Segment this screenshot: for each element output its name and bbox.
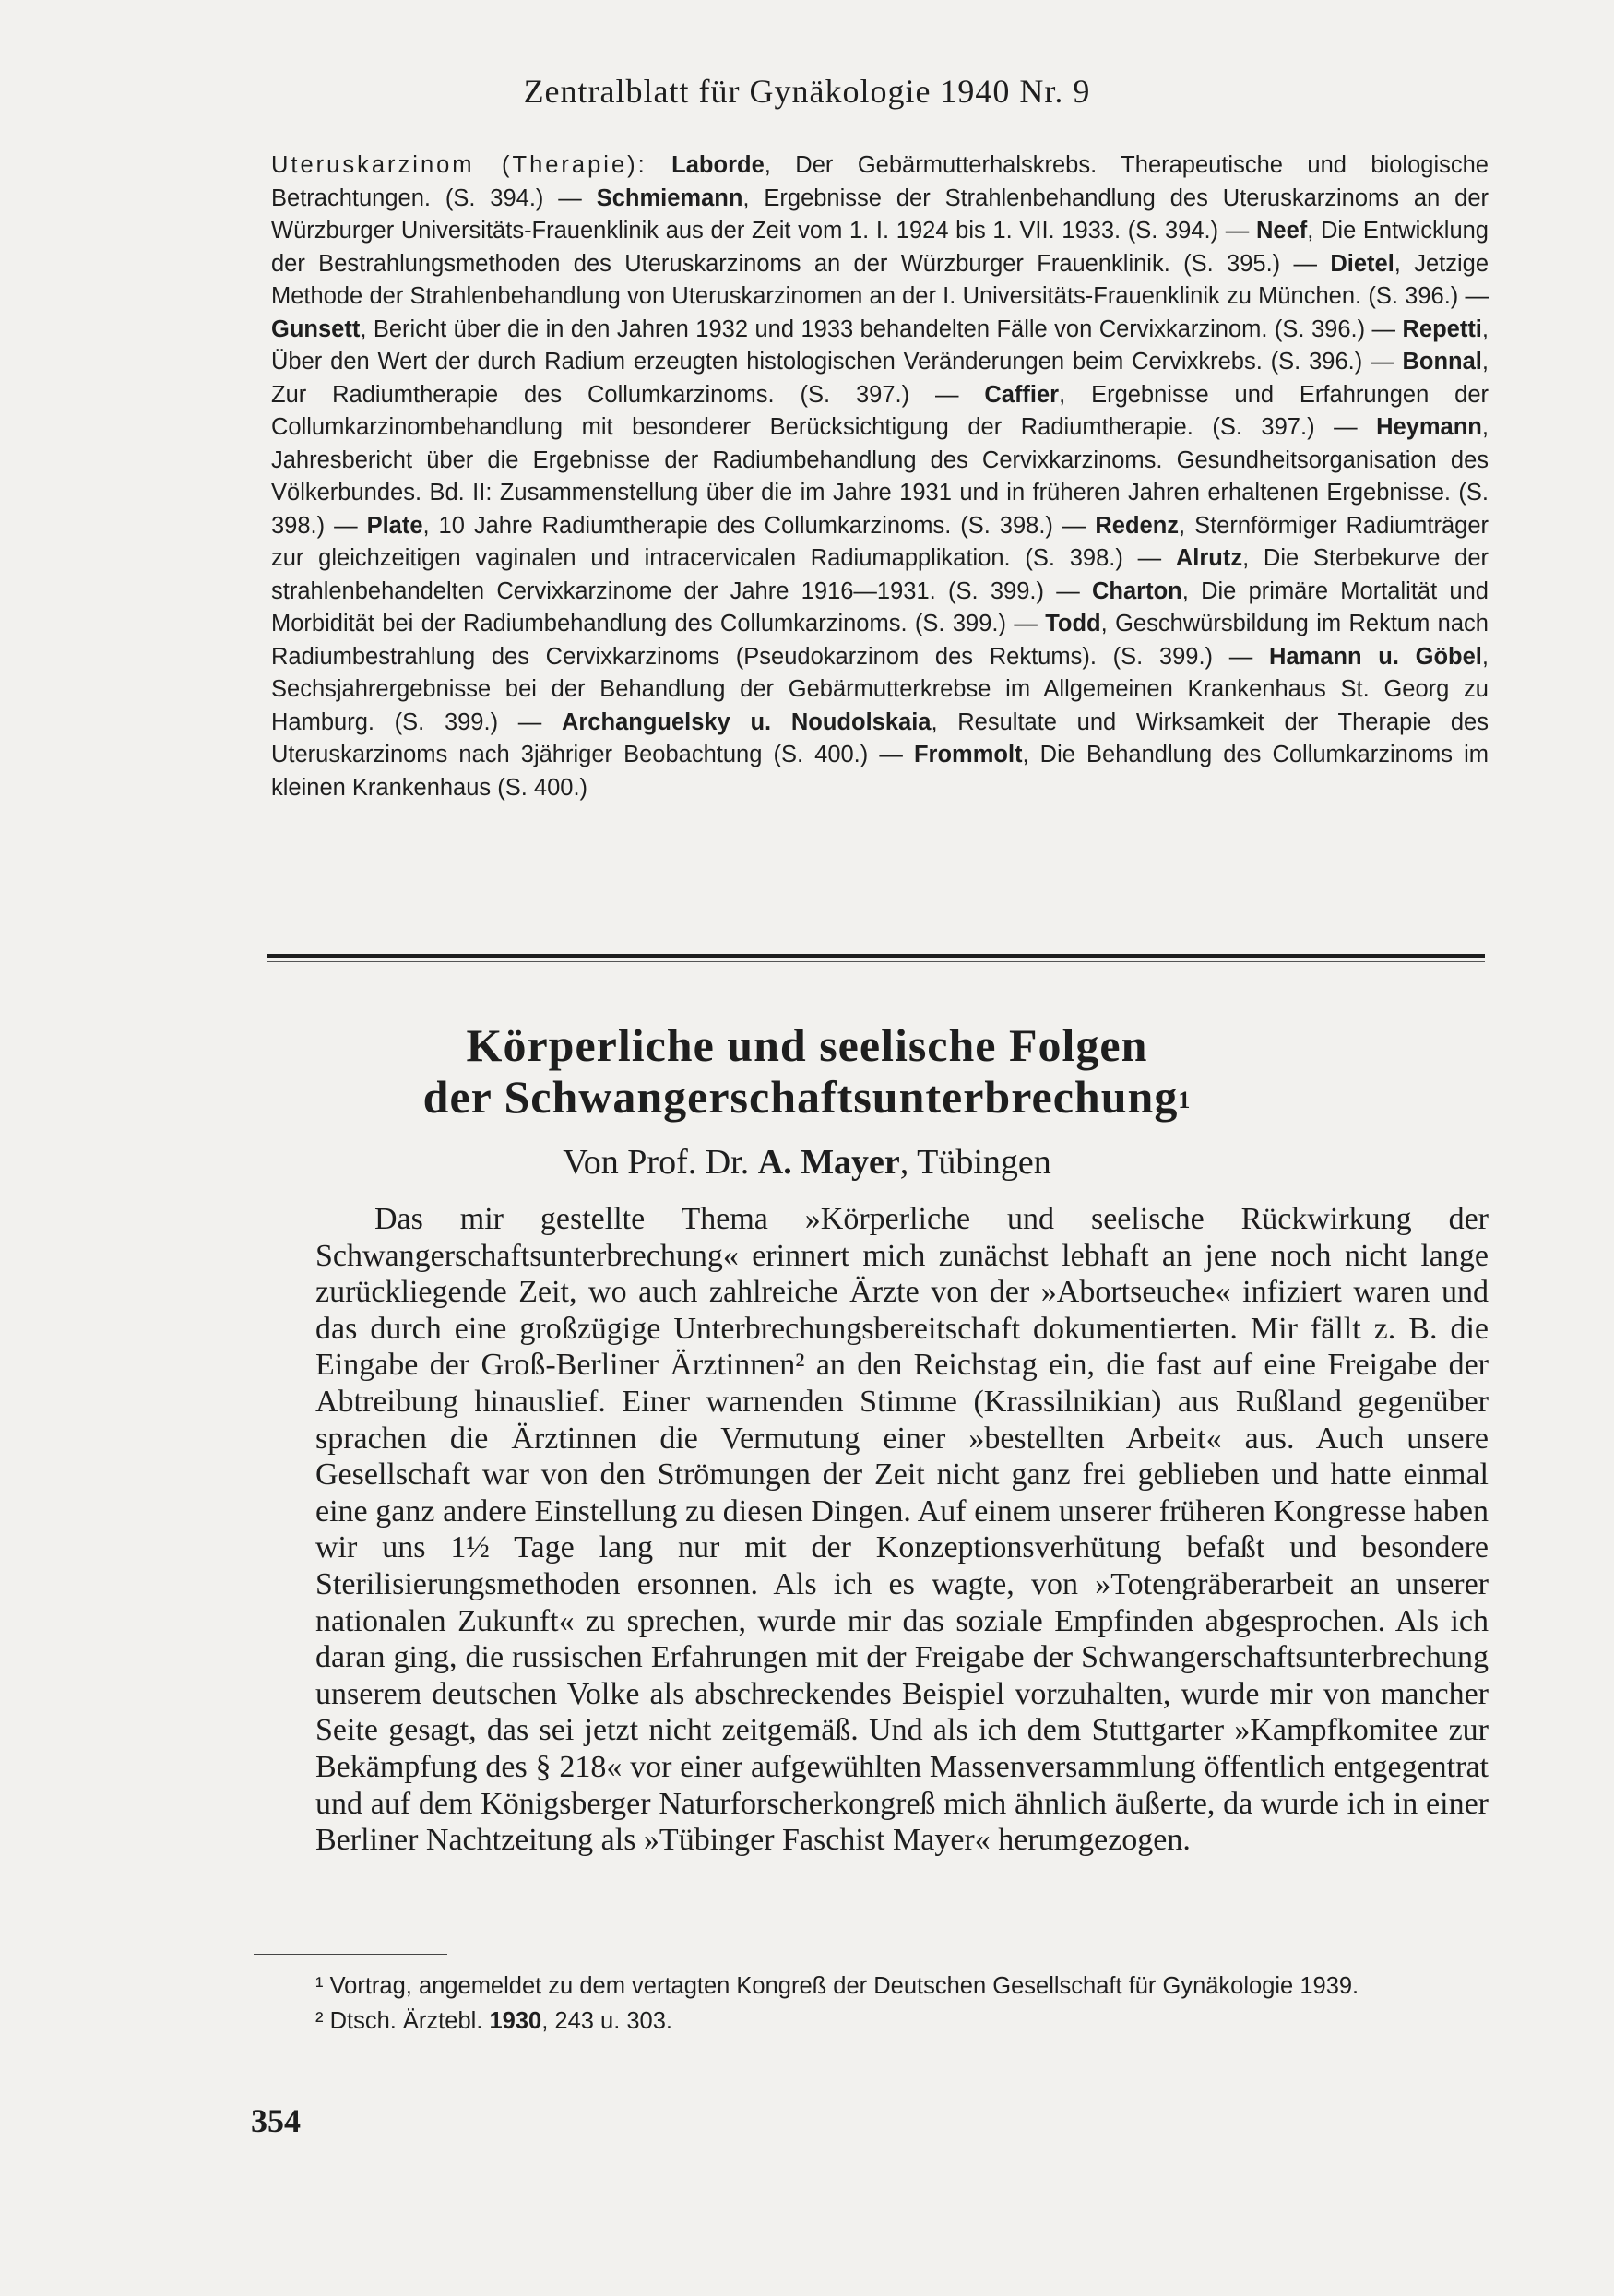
abstract-text: , Die Sterbekurve der strahlenbehandelten Cervixkarzinome der Jahre 1916—1931. (S. 399.) — bbox=[271, 545, 1489, 604]
abstract-author: Hamann u. Göbel bbox=[1268, 643, 1482, 670]
abstract-text: , Zur Radiumtherapie des Collumkarzinoms. (S. 397.) — bbox=[271, 349, 1489, 408]
abstract-author: Repetti bbox=[1402, 315, 1482, 342]
abstract-text: , Über den Wert der durch Radium erzeugten histologischen Veränderungen beim Cervixkrebs. (S. 396.) — bbox=[271, 315, 1489, 375]
title-line-1: Körperliche und seelische Folgen bbox=[466, 1019, 1148, 1071]
abstract-author: Gunsett bbox=[271, 315, 361, 342]
abstract-text: , Die primäre Mortalität und Morbidität bei der Radiumbehandlung des Collumkarzinoms. (S. 399.) — bbox=[271, 577, 1489, 636]
article-title bbox=[0, 1019, 1614, 1123]
abstract-text: , Die Entwicklung der Bestrahlungsmethoden des Uteruskarzinoms an der Würzburger Frauenklinik. (S. 395.) — bbox=[271, 218, 1489, 277]
section-divider bbox=[267, 954, 1485, 962]
abstract-author: Dietel bbox=[1330, 250, 1394, 277]
footnote-2 bbox=[315, 2005, 1489, 2037]
byline bbox=[0, 1142, 1614, 1183]
page-number: 354 bbox=[251, 2102, 301, 2139]
abstract-author: Plate bbox=[366, 512, 423, 539]
abstract-text: , Bericht über die in den Jahren 1932 und 1933 behandelten Fälle von Cervixkarzinom. (S. 396.) — bbox=[360, 315, 1396, 342]
abstract-author: Heymann bbox=[1376, 414, 1482, 440]
abstract-author: Charton bbox=[1091, 577, 1182, 604]
footnote-rule bbox=[254, 1954, 447, 1955]
article-body bbox=[315, 1201, 1489, 1859]
running-header: Zentralblatt für Gynäkologie 1940 Nr. 9 bbox=[523, 73, 1091, 110]
abstract-text: , Jetzige Methode der Strahlenbehandlung von Uteruskarzinomen an der I. Universitäts-Frauenklinik zu München. (S. 396.) — bbox=[271, 250, 1489, 309]
abstract-text: , 10 Jahre Radiumtherapie des Collumkarzinoms. (S. 398.) — bbox=[422, 512, 1086, 539]
abstract-text: , Der Gebärmutterhalskrebs. Therapeutische und biologische Betrachtungen. (S. 394.) — bbox=[271, 152, 1489, 211]
abstract-author: Laborde bbox=[671, 152, 765, 178]
footnote-2-volume: 1930 bbox=[489, 2008, 542, 2034]
footnote-2-prefix: ² Dtsch. Ärztebl. bbox=[315, 2008, 483, 2034]
abstract-text: , Die Behandlung des Collumkarzinoms im kleinen Krankenhaus (S. 400.) bbox=[271, 742, 1489, 801]
abstract-author: Caffier bbox=[984, 381, 1060, 408]
abstract-author: Redenz bbox=[1095, 512, 1180, 539]
footnotes bbox=[315, 1970, 1489, 2037]
abstract-topic: Uteruskarzinom (Therapie): bbox=[271, 152, 647, 178]
abstract-text: , Resultate und Wirksamkeit der Therapie des Uteruskarzinoms nach 3jähriger Beobachtung (S. 400.) — bbox=[271, 708, 1489, 767]
abstract-author: Archanguelsky u. Noudolskaia bbox=[561, 708, 932, 735]
byline-author: A. Mayer bbox=[757, 1143, 900, 1182]
abstract-list bbox=[271, 149, 1489, 804]
abstract-text: , Sechsjahrergebnisse bei der Behandlung der Gebärmutterkrebse im Allgemeinen Krankenhaus St. Georg zu Hamburg. (S. 399.) — bbox=[271, 643, 1489, 735]
abstract-text: , Geschwürsbildung im Rektum nach Radiumbestrahlung des Cervixkarzinoms (Pseudokarzinom des Rektums). (S. 399.) — bbox=[271, 611, 1489, 670]
abstract-author: Alrutz bbox=[1175, 545, 1243, 571]
byline-place: , Tübingen bbox=[899, 1143, 1051, 1182]
footnote-mark: 1 bbox=[1178, 1087, 1192, 1113]
title-line-2-text: der Schwangerschaftsunterbrechung bbox=[422, 1071, 1179, 1123]
footnote-2-suffix: , 243 u. 303. bbox=[541, 2008, 673, 2034]
abstract-text: , Ergebnisse der Strahlenbehandlung des Uteruskarzinoms an der Würzburger Universitäts-Frauenklinik aus der Zeit vom 1. I. 1924 bis 1. VII. 1933. (S. 394.) — bbox=[271, 184, 1489, 244]
abstract-text: , Ergebnisse und Erfahrungen der Collumkarzinombehandlung mit besonderer Berücksichtigung der Radiumtherapie. (S. 397.) — bbox=[271, 381, 1489, 440]
abstract-author: Frommolt bbox=[913, 742, 1023, 767]
body-paragraph: Das mir gestellte Thema »Körperliche und seelische Rückwirkung der Schwangerschaftsunterbrechung« erinnert mich zunächst lebhaft an jene noch nicht lange zurückliegende Zeit, wo auch zahlreiche Ärzte von der »Abortseuche« infiziert waren und das durch eine großzügige Unterbrechungsbereitschaft dokumentierten. Mir fällt z. B. die Eingabe der Groß-Berliner Ärztinnen² an den Reichstag ein, die fast auf eine Freigabe der Abtreibung hinauslief. Einer warnenden Stimme (Krassilnikian) aus Rußland gegenüber sprachen die Ärztinnen die Vermutung einer »bestellten Arbeit« aus. Auch unsere Gesellschaft war von den Strömungen der Zeit nicht ganz frei geblieben und hatte einmal eine ganz andere Einstellung zu diesen Dingen. Auf einem unserer früheren Kongresse haben wir uns 1½ Tage lang nur mit der Konzeptionsverhütung befaßt und besondere Sterilisierungsmethoden ersonnen. Als ich es wagte, von »Totengräberarbeit an unserer nationalen Zukunft« zu sprechen, wurde mir das soziale Empfinden abgesprochen. Als ich daran ging, die russischen Erfahrungen mit der Freigabe der Schwangerschaftsunterbrechung unserem deutschen Volke als abschreckendes Beispiel vorzuhalten, wurde mir von mancher Seite gesagt, das sei jetzt nicht zeitgemäß. Und als ich dem Stuttgarter »Kampfkomitee zur Bekämpfung des § 218« vor einer aufgewühlten Massenversammlung öffentlich entgegentrat und auf dem Königsberger Naturforscherkongreß mich ähnlich äußerte, da wurde ich in einer Berliner Nachtzeitung als »Tübinger Faschist Mayer« herumgezogen. bbox=[315, 1202, 1489, 1858]
abstract-author: Neef bbox=[1255, 218, 1308, 244]
abstract-text: , Sternförmiger Radiumträger zur gleichzeitigen vaginalen und intracervicalen Radiumapplikation. (S. 398.) — bbox=[271, 512, 1489, 571]
title-line-2 bbox=[0, 1071, 1614, 1123]
footnote-1: ¹ Vortrag, angemeldet zu dem vertagten Kongreß der Deutschen Gesellschaft für Gynäkologie 1939. bbox=[315, 1973, 1359, 1999]
abstract-author: Todd bbox=[1045, 611, 1101, 636]
abstract-author: Schmiemann bbox=[596, 184, 743, 211]
abstract-author: Bonnal bbox=[1402, 349, 1482, 375]
byline-prefix: Von Prof. Dr. bbox=[563, 1143, 750, 1182]
abstract-text: , Jahresbericht über die Ergebnisse der Radiumbehandlung des Cervixkarzinoms. Gesundheitsorganisation des Völkerbundes. Bd. II: Zusammenstellung über die im Jahre 1931 und in früheren Jahren erhaltenen Ergebnisse. (S. 398.) — bbox=[271, 414, 1489, 539]
